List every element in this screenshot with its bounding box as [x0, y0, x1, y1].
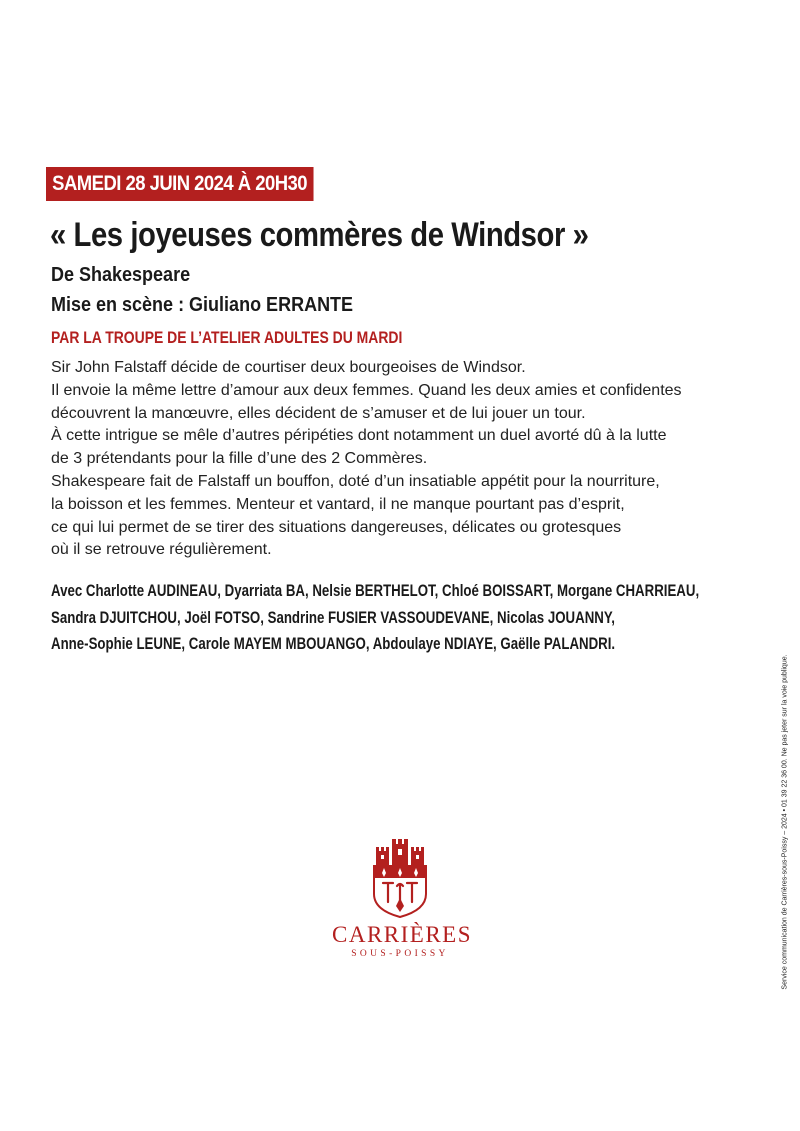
legal-side-note: Service communication de Carrières-sous-Poissy – 2024 • 01 39 22 36 00. Ne pas jeter sur la voie publique. [781, 654, 789, 990]
synopsis-line: Shakespeare fait de Falstaff un bouffon, doté d’un insatiable appétit pour la nourriture, [51, 472, 660, 490]
synopsis-line: ce qui lui permet de se tirer des situations dangereuses, délicates ou grotesques [51, 518, 622, 536]
synopsis-line: la boisson et les femmes. Menteur et vantard, il ne manque pourtant pas d’esprit, [51, 495, 625, 513]
event-title: « Les joyeuses commères de Windsor » [50, 216, 589, 254]
cast-list [51, 578, 699, 658]
event-troupe: PAR LA TROUPE DE L’ATELIER ADULTES DU MARDI [51, 328, 403, 347]
synopsis-line: À cette intrigue se mêle d’autres péripéties dont notamment un duel avorté dû à la lutte [51, 427, 667, 445]
event-director: Mise en scène : Giuliano ERRANTE [51, 294, 354, 316]
cast-line: Anne-Sophie LEUNE, Carole MAYEM MBOUANGO, Abdoulaye NDIAYE, Gaëlle PALANDRI. [51, 634, 616, 653]
synopsis-text [51, 357, 682, 562]
synopsis-line: Sir John Falstaff décide de courtiser deux bourgeoises de Windsor. [51, 359, 526, 376]
cast-line: Sandra DJUITCHOU, Joël FOTSO, Sandrine FUSIER VASSOUDEVANE, Nicolas JOUANNY, [51, 607, 615, 627]
event-author: De Shakespeare [51, 264, 191, 286]
city-logo [332, 838, 473, 959]
event-date-banner: SAMEDI 28 JUIN 2024 À 20H30 [46, 167, 313, 201]
logo-city-subtitle: SOUS-POISSY [351, 949, 449, 959]
synopsis-line: de 3 prétendants pour la fille d’une des 2 Commères. [51, 450, 428, 468]
cast-line: Avec Charlotte AUDINEAU, Dyarriata BA, Nelsie BERTHELOT, Chloé BOISSART, Morgane CHARRIEAU, [51, 581, 700, 600]
synopsis-line: Il envoie la même lettre d’amour aux deux femmes. Quand les deux amies et confidentes [51, 381, 682, 399]
coat-of-arms-icon [370, 838, 430, 918]
synopsis-line: découvrent la manœuvre, elles décident de s’amuser et de lui jouer un tour. [51, 404, 586, 422]
logo-city-name: CARRIÈRES [332, 922, 473, 947]
synopsis-line: où il se retrouve régulièrement. [51, 541, 272, 559]
